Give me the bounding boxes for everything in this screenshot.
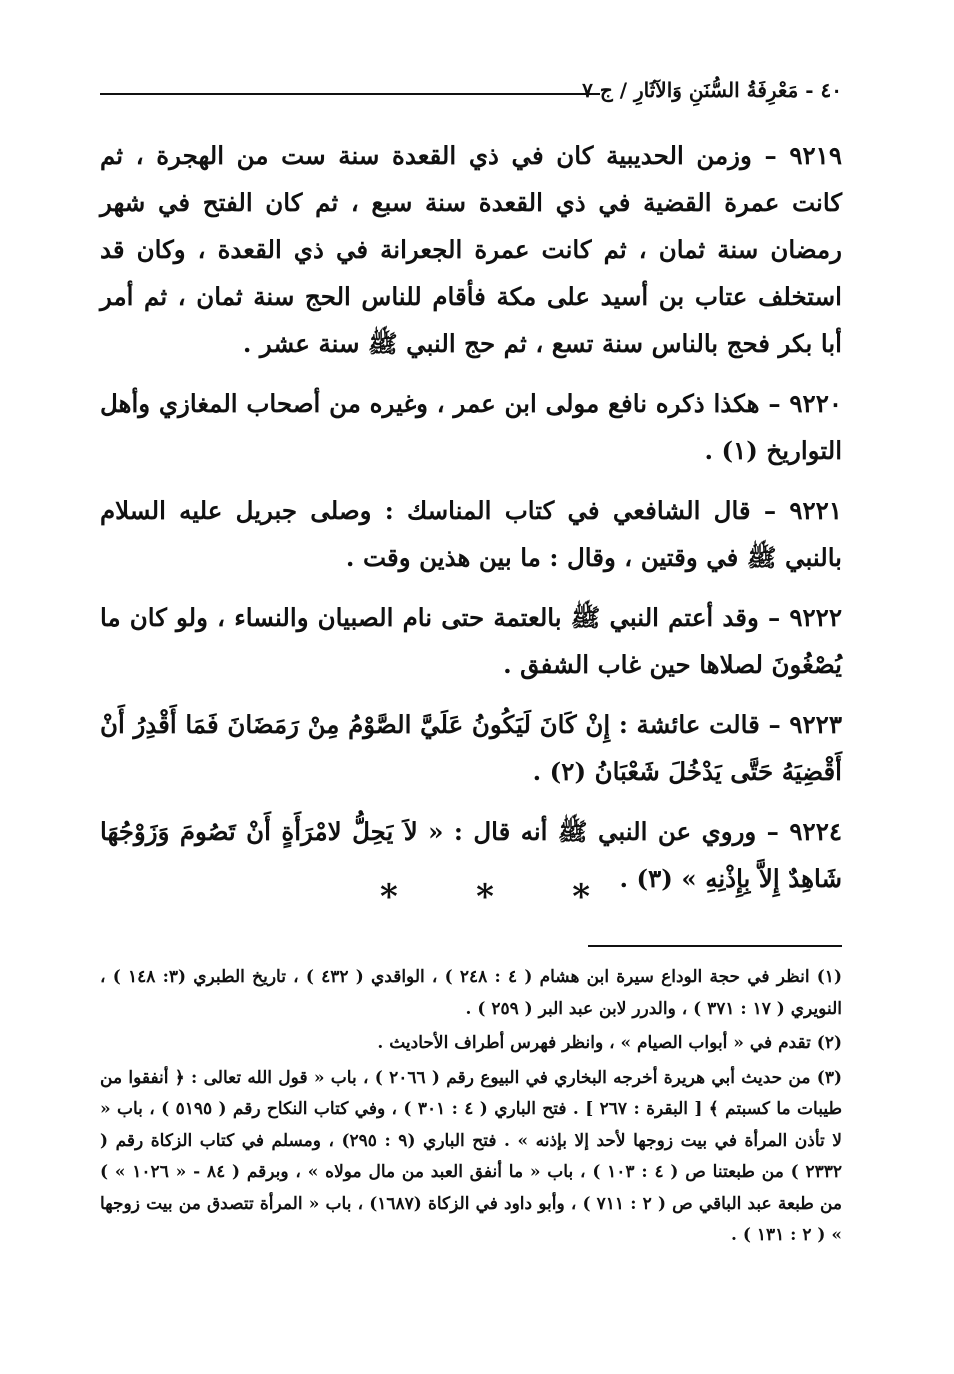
header-title: ٤٠ - مَعْرِفَةُ السُّنَنِ وَالآثَارِ / ج ٧ xyxy=(582,78,842,102)
hadith-text: قال الشافعي في كتاب المناسك : وصلى جبريل عليه السلام بالنبي ﷺ في وقتين ، وقال : ما بين هذين وقت . xyxy=(100,496,842,572)
footnote: (١) انظر في حجة الوداع سيرة ابن هشام ( ٤ : ٢٤٨ ) ، الواقدي ( ٤٣٢ ) ، تاريخ الطبري (٣: ١٤٨ ) ، النويري ( ١٧ : ٣٧١ ) ، والدرر لابن عبد البر ( ٢٥٩ ) . xyxy=(100,967,842,1019)
hadith-number: ٩٢٢١ xyxy=(789,496,842,525)
main-text xyxy=(100,132,842,915)
section-separator xyxy=(380,877,590,917)
hadith-number: ٩٢٢٠ xyxy=(789,389,843,418)
footnote-rule xyxy=(588,945,842,947)
footnote: (٣) من حديث أبي هريرة أخرجه البخاري في البيوع رقم ( ٢٠٦٦ ) ، باب « قول الله تعالى : ﴿ أنفقوا من طيبات ما كسبتم ﴾ [ البقرة : ٢٦٧ ] . فتح الباري ( ٤ : ٣٠١ ) ، وفي كتاب النكاح رقم ( ٥١٩٥ ) ، باب « لا تأذن المرأة في بيت زوجها لأحد إلا بإذنه » . فتح الباري (٩ : ٢٩٥) ، ومسلم في كتاب الزكاة رقم ( ٢٣٣٢ ) من طبعتنا ص ( ٤ : ١٠٣ ) ، باب « ما أنفق العبد من مال مولاه » ، وبرقم ( ٨٤ - « ١٠٢٦ » ) من طبعة عبد الباقي ص ( ٢ : ٧١١ ) ، وأبو داود في الزكاة (١٦٨٧) ، باب « المرأة تتصدق من بيت زوجها » ( ٢ : ١٣١ ) . xyxy=(100,1067,843,1245)
hadith-text: قالت عائشة : إِنْ كَانَ لَيَكُونُ عَلَيَّ الصَّوْمُ مِنْ رَمَضَانَ فَمَا أَقْدِرُ أَنْ أَقْضِيَهُ حَتَّى يَدْخُلَ شَعْبَانُ (٢) . xyxy=(100,710,842,786)
hadith-paragraph: ٩٢٢٣ – قالت عائشة : إِنْ كَانَ لَيَكُونُ عَلَيَّ الصَّوْمُ مِنْ رَمَضَانَ فَمَا أَقْدِرُ أَنْ أَقْضِيَهُ حَتَّى يَدْخُلَ شَعْبَانُ (٢) . xyxy=(100,710,842,786)
separator-star: * xyxy=(572,877,590,917)
hadith-text: وروي عن النبي ﷺ أنه قال : « لاَ يَحِلُّ لامْرَأَةٍ أَنْ تَصُومَ وَزَوْجُهَا شَاهِدٌ إِلاَّ بِإِذْنِهِ » (٣) . xyxy=(100,817,842,893)
separator-star: * xyxy=(380,877,398,917)
footnotes xyxy=(100,962,842,1255)
running-header xyxy=(100,78,842,108)
hadith-paragraph: ٩٢١٩ – وزمن الحديبية كان في ذي القعدة سنة ست من الهجرة ، ثم كانت عمرة القضية في ذي القعدة سنة سبع ، ثم كان الفتح في شهر رمضان سنة ثمان ، ثم كانت عمرة الجعرانة في ذي القعدة ، وكان قد استخلف عتاب بن أسيد على مكة فأقام للناس الحج سنة ثمان ، ثم أمر أبا بكر فحج بالناس سنة تسع ، ثم حج النبي ﷺ سنة عشر . xyxy=(100,141,842,358)
hadith-paragraph: ٩٢٢١ – قال الشافعي في كتاب المناسك : وصلى جبريل عليه السلام بالنبي ﷺ في وقتين ، وقال : ما بين هذين وقت . xyxy=(100,496,842,572)
hadith-number: ٩٢١٩ xyxy=(789,141,842,170)
footnote: (٢) تقدم في « أبواب الصيام » ، وانظر فهرس أطراف الأحاديث . xyxy=(377,1033,842,1053)
hadith-number: ٩٢٢٤ xyxy=(789,817,843,846)
hadith-number: ٩٢٢٢ xyxy=(789,603,842,632)
header-rule xyxy=(100,93,600,95)
hadith-text: هكذا ذكره نافع مولى ابن عمر ، وغيره من أصحاب المغازي وأهل التواريخ (١) . xyxy=(100,389,842,465)
separator-star: * xyxy=(476,877,494,917)
hadith-number: ٩٢٢٣ xyxy=(789,710,842,739)
hadith-text: وزمن الحديبية كان في ذي القعدة سنة ست من الهجرة ، ثم كانت عمرة القضية في ذي القعدة سنة سبع ، ثم كان الفتح في شهر رمضان سنة ثمان ، ثم كانت عمرة الجعرانة في ذي القعدة ، وكان قد استخلف عتاب بن أسيد على مكة فأقام للناس الحج سنة ثمان ، ثم أمر أبا بكر فحج بالناس سنة تسع ، ثم حج النبي ﷺ سنة عشر . xyxy=(100,141,842,358)
hadith-paragraph: ٩٢٢٠ – هكذا ذكره نافع مولى ابن عمر ، وغيره من أصحاب المغازي وأهل التواريخ (١) . xyxy=(100,389,843,465)
hadith-text: وقد أعتم النبي ﷺ بالعتمة حتى نام الصبيان والنساء ، ولو كان ما يُصْغُونَ لصلاها حين غاب الشفق . xyxy=(100,603,842,679)
hadith-paragraph: ٩٢٢٤ – وروي عن النبي ﷺ أنه قال : « لاَ يَحِلُّ لامْرَأَةٍ أَنْ تَصُومَ وَزَوْجُهَا شَاهِدٌ إِلاَّ بِإِذْنِهِ » (٣) . xyxy=(100,817,843,893)
hadith-paragraph: ٩٢٢٢ – وقد أعتم النبي ﷺ بالعتمة حتى نام الصبيان والنساء ، ولو كان ما يُصْغُونَ لصلاها حين غاب الشفق . xyxy=(100,603,842,679)
